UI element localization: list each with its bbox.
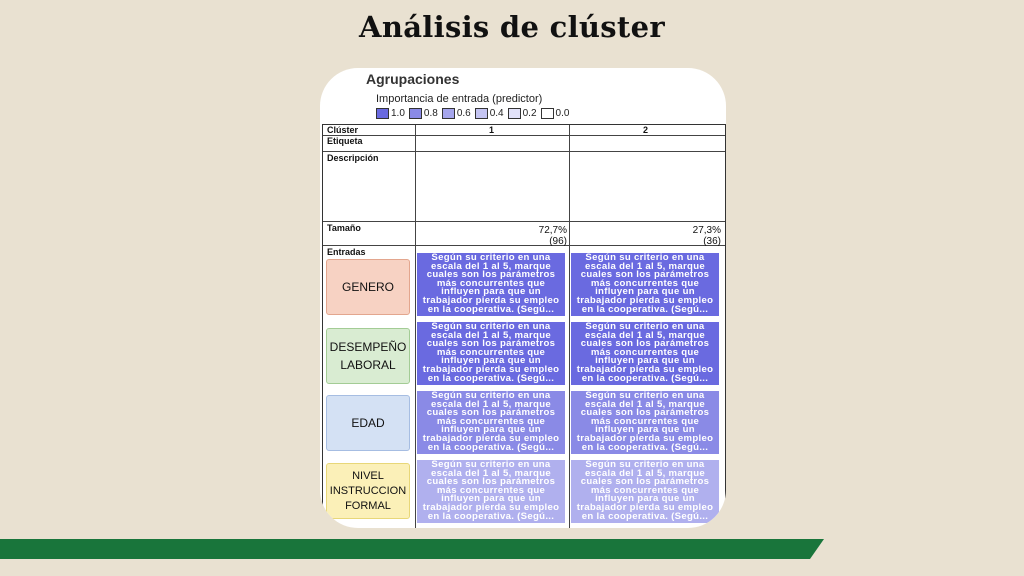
- legend-item: [442, 108, 471, 119]
- legend-item: [376, 108, 405, 119]
- legend-item: [409, 108, 438, 119]
- input-cell: Según su criterio en una escala del 1 al 5, marque cuales son los parámetros más concurrentes que influyen para que un trabajador pierda su empleo en la cooperativa. (Segú...: [571, 322, 719, 385]
- cluster-1-size-n: (96): [549, 236, 567, 247]
- input-cell: Según su criterio en una escala del 1 al 5, marque cuales son los parámetros más concurrentes que influyen para que un trabajador pierda su empleo en la cooperativa. (Segú...: [571, 391, 719, 454]
- input-label-nivel-instruccion-formal: NIVEL INSTRUCCION FORMAL: [326, 463, 410, 519]
- legend-swatch: [442, 108, 455, 119]
- cluster-2-header: 2: [643, 125, 649, 135]
- input-label-genero: GENERO: [326, 259, 410, 315]
- panel-header: Agrupaciones: [366, 71, 460, 87]
- slide-title: Análisis de clúster: [359, 10, 665, 44]
- legend-label: 1.0: [391, 108, 405, 119]
- input-label-desempeno-laboral: DESEMPEÑO LABORAL: [326, 328, 410, 384]
- col-divider: [415, 125, 416, 528]
- legend-swatch: [475, 108, 488, 119]
- input-cell: Según su criterio en una escala del 1 al 5, marque cuales son los parámetros más concurrentes que influyen para que un trabajador pierda su empleo en la cooperativa. (Segú...: [417, 322, 565, 385]
- legend-item: [508, 108, 537, 119]
- tamano-label: Tamaño: [327, 223, 361, 233]
- legend-swatch: [508, 108, 521, 119]
- descripcion-label: Descripción: [327, 153, 379, 163]
- legend-item: [475, 108, 504, 119]
- input-cell: Según su criterio en una escala del 1 al 5, marque cuales son los parámetros más concurrentes que influyen para que un trabajador pierda su empleo en la cooperativa. (Segú...: [571, 460, 719, 523]
- input-cell: Según su criterio en una escala del 1 al 5, marque cuales son los parámetros más concurrentes que influyen para que un trabajador pierda su empleo en la cooperativa. (Segú...: [417, 460, 565, 523]
- legend-label: 0.6: [456, 108, 471, 119]
- cluster-1-header: 1: [489, 125, 495, 135]
- legend-label: 0.2: [522, 108, 537, 119]
- etiqueta-label: Etiqueta: [327, 136, 363, 146]
- footer-green-bar: [0, 539, 810, 559]
- entradas-label: Entradas: [327, 247, 366, 257]
- legend-swatch: [409, 108, 422, 119]
- row-divider: [323, 135, 725, 136]
- cluster-1-size: [499, 225, 567, 247]
- importance-legend: [376, 108, 569, 119]
- cluster-panel-image: [320, 68, 726, 528]
- cluster-2-size-n: (36): [703, 236, 721, 247]
- legend-label: 0.4: [489, 108, 504, 119]
- input-cell: Según su criterio en una escala del 1 al 5, marque cuales son los parámetros más concurrentes que influyen para que un trabajador pierda su empleo en la cooperativa. (Segú...: [417, 253, 565, 316]
- cluster-2-size: [653, 225, 721, 247]
- input-cell: Según su criterio en una escala del 1 al 5, marque cuales son los parámetros más concurrentes que influyen para que un trabajador pierda su empleo en la cooperativa. (Segú...: [571, 253, 719, 316]
- cluster-table: [322, 124, 726, 528]
- legend-swatch: [541, 108, 554, 119]
- legend-swatch: [376, 108, 389, 119]
- input-cell: Según su criterio en una escala del 1 al 5, marque cuales son los parámetros más concurrentes que influyen para que un trabajador pierda su empleo en la cooperativa. (Segú...: [417, 391, 565, 454]
- cluster-2-size-pct: 27,3%: [692, 225, 721, 236]
- cluster-row-label: Clúster: [327, 125, 359, 135]
- row-divider: [323, 221, 725, 222]
- row-divider: [323, 151, 725, 152]
- footer-green-bar-tip: [810, 539, 824, 559]
- legend-label: 0.0: [555, 108, 570, 119]
- col-divider: [569, 125, 570, 528]
- legend-item: [541, 108, 570, 119]
- input-label-edad: EDAD: [326, 395, 410, 451]
- cluster-1-size-pct: 72,7%: [538, 225, 567, 236]
- importance-title: Importancia de entrada (predictor): [376, 93, 543, 105]
- legend-label: 0.8: [423, 108, 438, 119]
